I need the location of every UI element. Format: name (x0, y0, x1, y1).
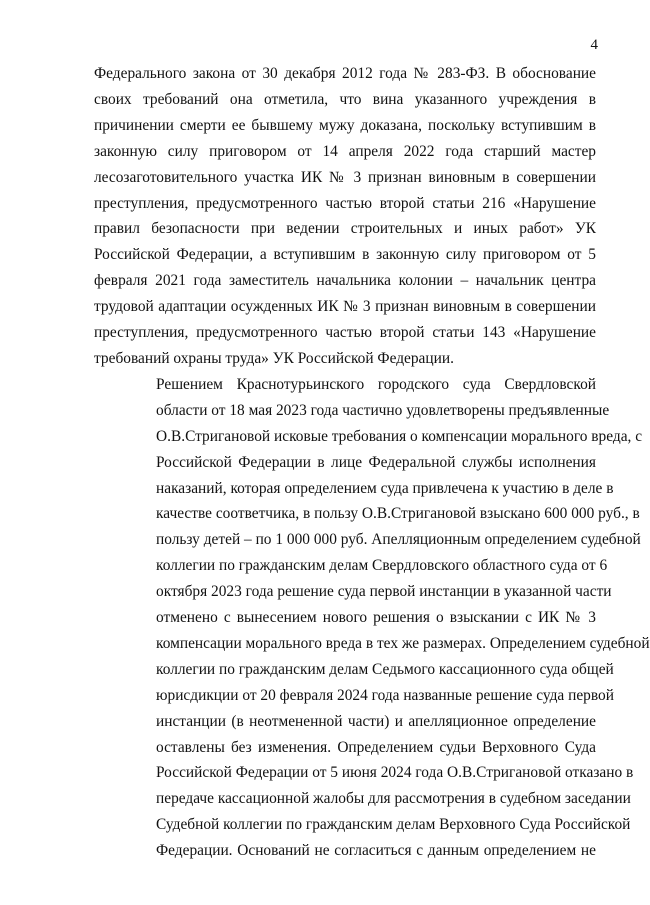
text-line: февраля 2021 года заместитель начальника колонии – начальник центра (94, 272, 596, 290)
text-line: Федерации. Оснований не согласиться с данным определением не (156, 842, 596, 860)
text-line: причинении смерти ее бывшему мужу доказана, поскольку вступившим в (94, 116, 596, 134)
text-line: Федерального закона от 30 декабря 2012 года № 283-ФЗ. В обоснование (94, 65, 596, 82)
paragraph (94, 372, 650, 864)
text-line: своих требований она отметила, что вина указанного учреждения в (94, 90, 596, 108)
document-body (94, 61, 650, 864)
text-line: инстанции (в неотмененной части) и апелляционное определение (156, 712, 596, 730)
text-line: преступления, предусмотренного частью второй статьи 143 «Нарушение (94, 324, 596, 342)
text-line: коллегии по гражданским делам Свердловского областного суда от 6 (156, 557, 608, 575)
text-line: Российской Федерации от 5 июня 2024 года О.В.Стригановой отказано в (156, 764, 634, 782)
text-line: передаче кассационной жалобы для рассмотрения в судебном заседании (156, 790, 631, 808)
text-line: юрисдикции от 20 февраля 2024 года названные решение суда первой (156, 686, 614, 704)
text-line: О.В.Стригановой исковые требования о компенсации морального вреда, с (156, 427, 643, 445)
text-line: отменено с вынесением нового решения о взыскании с ИК № 3 (156, 609, 596, 627)
text-line: трудовой адаптации осужденных ИК № 3 признан виновным в совершении (94, 298, 596, 316)
text-line: Российской Федерации, а вступившим в законную силу приговором от 5 (94, 246, 596, 264)
text-line: качестве соответчика, в пользу О.В.Стригановой взыскано 600 000 руб., в (156, 505, 640, 523)
page-number: 4 (590, 37, 598, 53)
text-line: правил безопасности при ведении строительных и иных работ» УК (94, 220, 596, 238)
text-line: преступления, предусмотренного частью второй статьи 216 «Нарушение (94, 194, 596, 212)
text-line: наказаний, которая определением суда привлечена к участию в деле в (156, 479, 614, 497)
text-line: оставлены без изменения. Определением судьи Верховного Суда (156, 738, 596, 756)
text-line: октября 2023 года решение суда первой инстанции в указанной части (156, 583, 612, 601)
text-line: пользу детей – по 1 000 000 руб. Апелляционным определением судебной (156, 531, 641, 549)
text-line: компенсации морального вреда в тех же размерах. Определением судебной (156, 634, 650, 652)
text-line: области от 18 мая 2023 года частично удовлетворены предъявленные (156, 401, 610, 419)
paragraph (94, 61, 596, 372)
text-line: Судебной коллегии по гражданским делам Верховного Суда Российской (156, 816, 631, 834)
text-line: Решением Краснотурьинского городского суда Свердловской (156, 375, 596, 393)
text-line: законную силу приговором от 14 апреля 2022 года старший мастер (94, 142, 596, 160)
text-line: Российской Федерации в лице Федеральной службы исполнения (156, 453, 596, 471)
text-line: лесозаготовительного участка ИК № 3 признан виновным в совершении (94, 168, 596, 186)
text-line: требований охраны труда» УК Российской Федерации. (94, 349, 454, 367)
text-line: коллегии по гражданским делам Седьмого кассационного суда общей (156, 660, 614, 678)
